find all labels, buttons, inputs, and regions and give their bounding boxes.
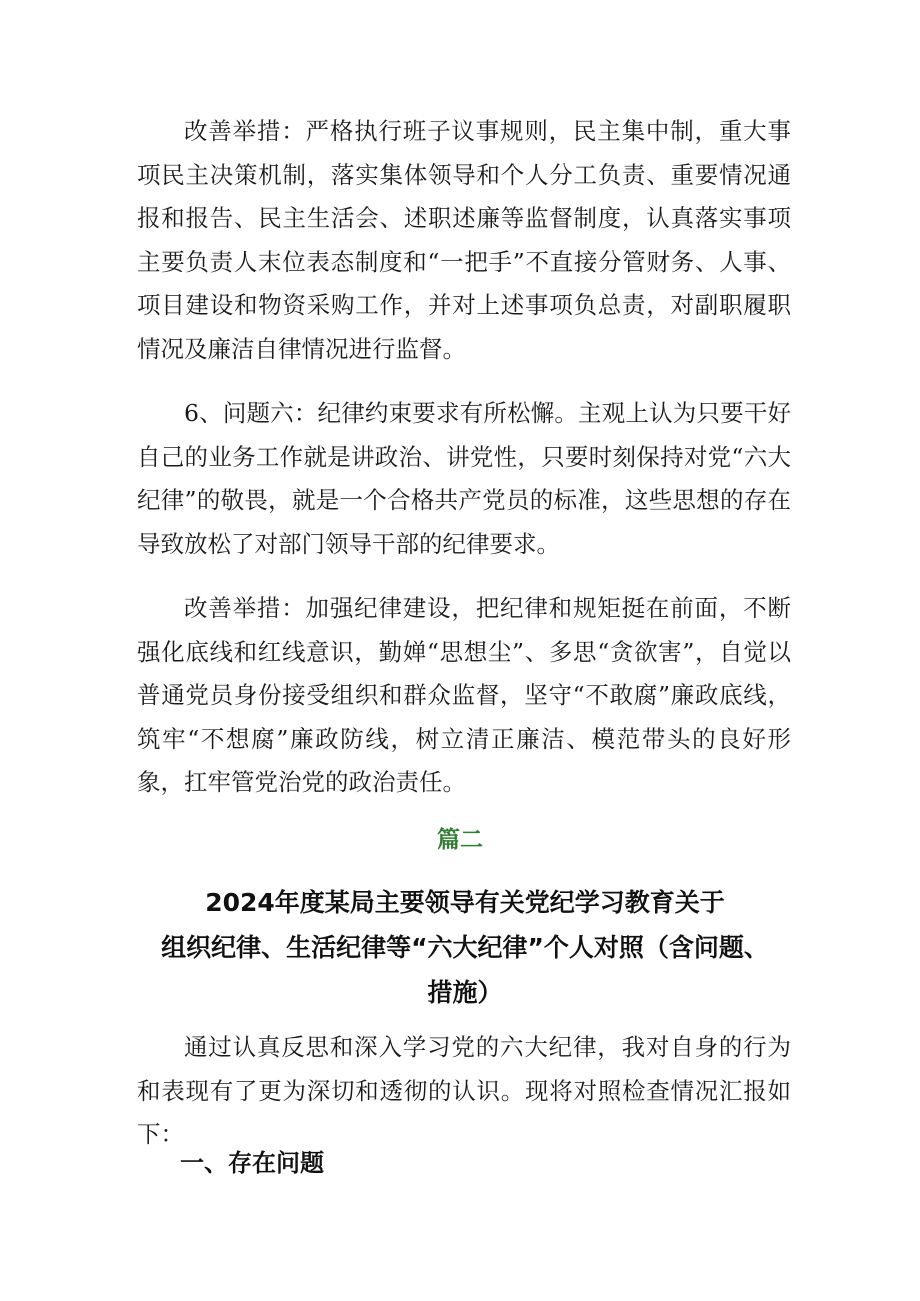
paragraph-improvement-measures-2: 改善举措：加强纪律建设，把纪律和规矩挺在前面，不断强化底线和红线意识，勤婵“思想尘”、多思“贪欲害”，自觉以普通党员身份接受组织和群众监督，坚守“不敢腐”廉政底线，筑牢“不想腐”廉政防线，树立清正廉洁、模范带头的良好形象，扛牢管党治党的政治责任。 bbox=[137, 594, 791, 796]
section-label: 篇二 bbox=[437, 827, 483, 853]
title-line-2: 组织纪律、生活纪律等“六大纪律”个人对照（含问题、 bbox=[161, 933, 769, 962]
title-line-1: 2024年度某局主要领导有关党纪学习教育关于 bbox=[205, 888, 725, 917]
paragraph-problem-six: 6、问题六：纪律约束要求有所松懈。主观上认为只要干好自己的业务工作就是讲政治、讲党性，只要时刻保持对党“六大纪律”的敬畏，就是一个合格共产党员的标准，这些思想的存在导致放松了对部门领导干部的纪律要求。 bbox=[137, 399, 791, 558]
document-title bbox=[120, 880, 810, 1015]
heading-existing-problems: 一、存在问题 bbox=[180, 1149, 324, 1177]
title-line-3: 措施） bbox=[427, 978, 503, 1007]
paragraph-improvement-measures-1: 改善举措：严格执行班子议事规则，民主集中制，重大事项民主决策机制，落实集体领导和个人分工负责、重要情况通报和报告、民主生活会、述职述廉等监督制度，认真落实事项主要负责人末位表态制度和“一把手”不直接分管财务、人事、项目建设和物资采购工作，并对上述事项负总责，对副职履职情况及廉洁自律情况进行监督。 bbox=[137, 117, 791, 363]
paragraph-introduction: 通过认真反思和深入学习党的六大纪律，我对自身的行为和表现有了更为深切和透彻的认识。现将对照检查情况汇报如下： bbox=[137, 1033, 791, 1148]
